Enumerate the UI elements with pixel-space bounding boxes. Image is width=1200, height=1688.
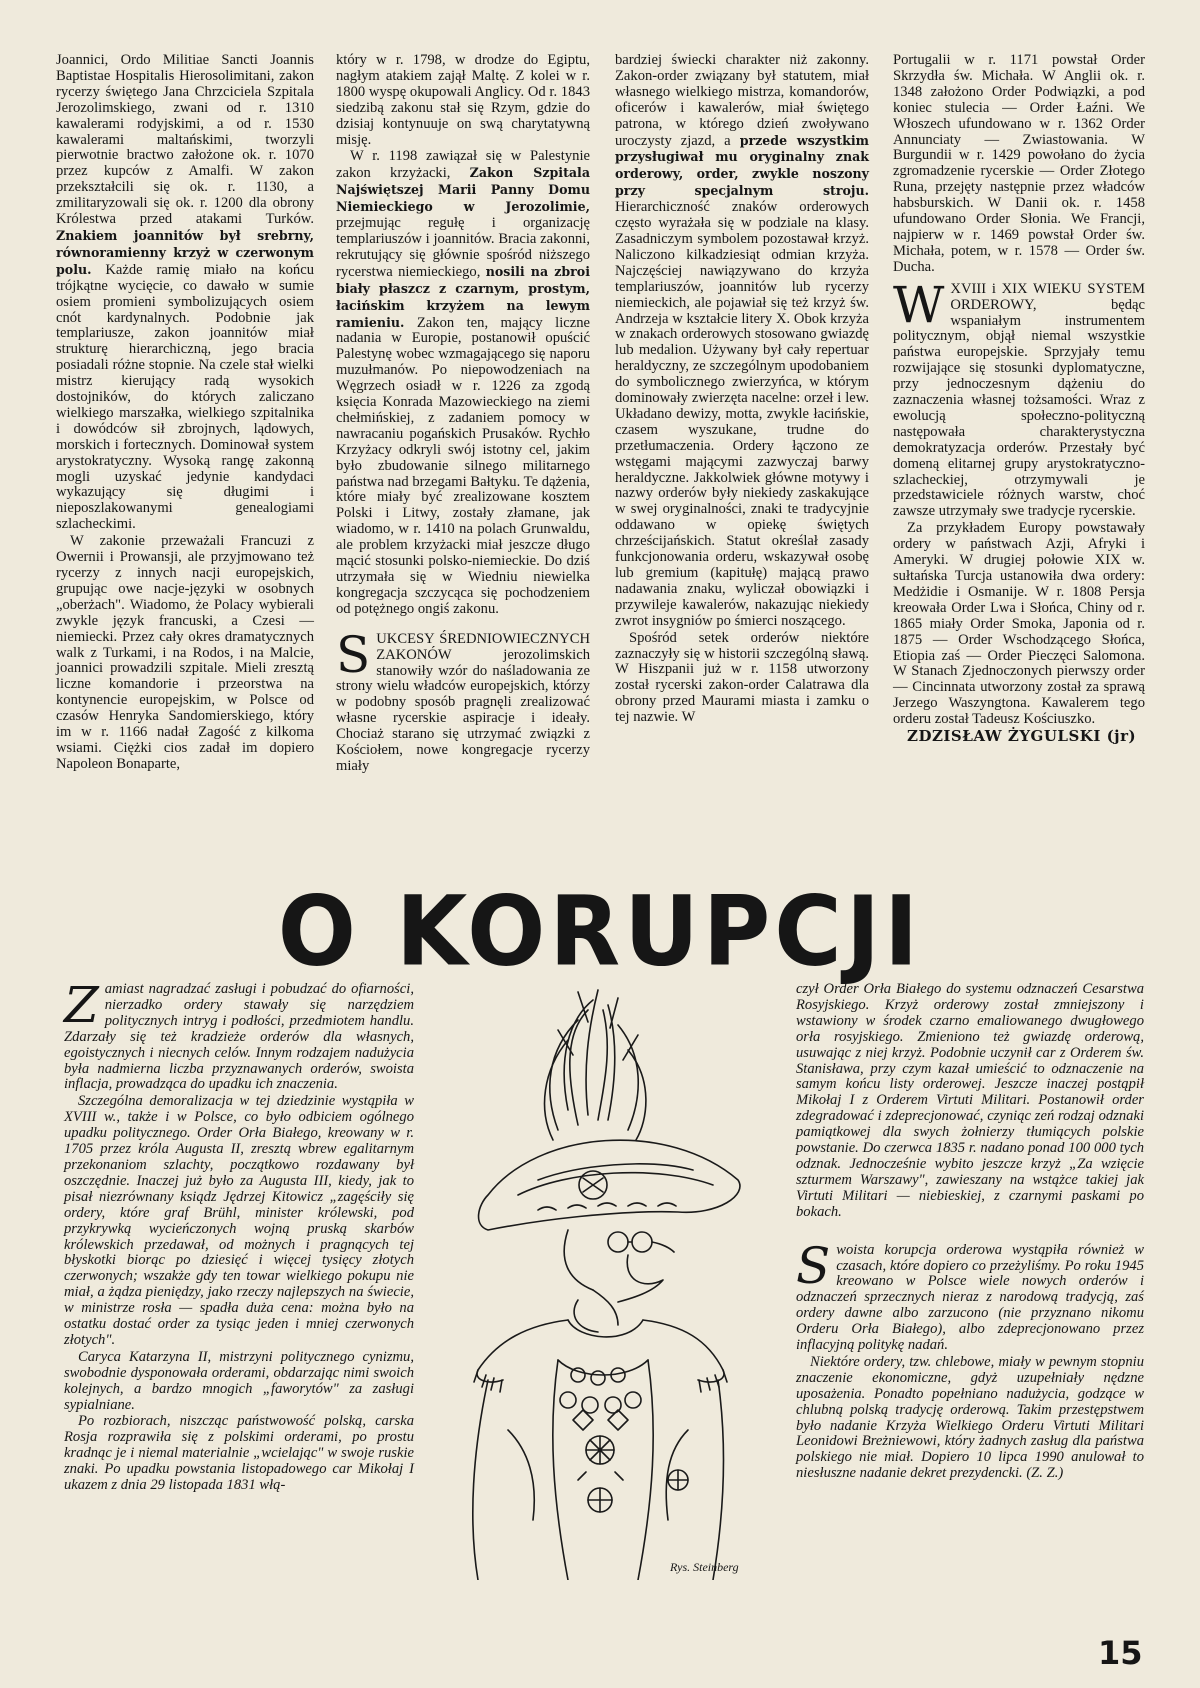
paragraph: Za przykładem Europy powstawały ordery w państwach Azji, Afryki i Ameryki. W drugiej połowie XIX w. sułtańska Turcja ustanowiła dwa ordery: Medżidie i Osmanije. W r. 1808 Persja kreowała Order Lwa i Słońca, Chiny od r. 1865 miały Order Smoka, Japonia od r. 1875 — Order Wschodzącego Słońca, Etiopia zaś — Order Pieczęci Salomona. W Stanach Zjednoczonych pierwszy order — Cincinnata utworzony został za sprawą Jerzego Waszyngtona. Kawalerem tego orderu został Tadeusz Kościuszko. [893, 520, 1145, 728]
paragraph [893, 275, 1145, 521]
text-run: woista korupcja orderowa wystąpiła również w czasach, które dopiero co przeżyliśmy. Po roku 1945 kreowano w Polsce wiele nowych orderów i odznaczeń sprzecznych nieraz z narodową tradycją, zaś ordery dawne albo zarzucono (nie przyznano nikomu Orderu Orła Białego), albo zdeprecjonowano przez inflacyjną politykę nadań. [796, 1241, 1144, 1354]
lower-column-left [64, 976, 414, 1495]
text-run: amiast nagradzać zasługi i pobudzać do ofiarności, nierzadko ordery stawały się narzędziem politycznych intryg i podłości, przedmiotem handlu. Zdarzały się też kradzieże orderów dla własnych, egoistycznych i niecnych celów. Innym rodzajem nadużycia była nadmierna liczba przyznawanych orderów, swoista inflacja, prowadząca do upadku ich znaczenia. [64, 981, 414, 1093]
bold-run: nosili na zbroi biały płaszcz z czarnym, prostym, łacińskim krzyżem na lewym ramieniu. [336, 263, 590, 330]
paragraph [796, 1236, 1144, 1354]
page-number: 15 [1098, 1634, 1143, 1672]
bold-run: przede wszystkim przysługiwał mu oryginalny znak orderowy, order, zwykle noszony przy specjalnym stroju. [615, 132, 869, 199]
text-run: przejmując regułę i organizację templariuszów i joannitów. Bracia zakonni, rekrutujący się głównie spośród niższego rycerstwa niemieckiego, [336, 215, 590, 280]
text-run: bardziej świecki charakter niż zakonny. Zakon-order związany był statutem, miał własnego wielkiego mistrza, komandorów, oficerów i kawalerów, miał świętego patrona, w którego dzień zwoływano uroczysty zjazd, a [615, 52, 869, 149]
illustration-caption: Rys. Steinberg [670, 1560, 739, 1574]
face [564, 1230, 674, 1332]
caricature-officer-icon [418, 980, 778, 1580]
drop-cap: S [796, 1236, 831, 1295]
drop-cap: W [893, 275, 945, 334]
upper-column-2 [336, 53, 590, 776]
paragraph [336, 625, 590, 775]
paragraph: Po rozbiorach, niszcząc państwowość polską, carska Rosja rozprawiła się z polskimi orderami, po prostu kradnąc je i niemal materialnie „wcielając" w swoje ruskie znaki. Po upadku powstania listopadowego car Mikołaj I ukazem z dnia 29 listopada 1831 włą- [64, 1413, 414, 1494]
author-signature: ZDZISŁAW ŻYGULSKI (jr) [907, 727, 1137, 746]
drop-cap: Z [64, 976, 99, 1034]
medals [560, 1368, 688, 1512]
text-run: Zakon ten, mający liczne nadania w Europie, postanowił opuścić Palestynę wobec wzmagającego się naporu muzułmanów. Po niepowodzeniach na Węgrzech osiadł w r. 1226 za zgodą księcia Konrada Mazowieckiego na ziemi chełmińskiej, z zadaniem pomocy w nawracaniu pogańskich Prusaków. Rychło Krzyżacy odkryli swój istotny cel, jakim było zbudowanie silnego militarnego państwa nad brzegami Bałtyku. Te dążenia, które miały być zrealizowane kosztem Polski i Litwy, zostały złamane, jak wiadomo, w r. 1410 na polach Grunwaldu, ale problem krzyżacki miał jeszcze długo mącić stosunki polsko-niemieckie. Do dziś utrzymała się w Wiedniu niewielka kongregacja szczycąca się pochodzeniem od potężnego ongiś zakonu. [336, 314, 590, 617]
drop-cap: S [336, 625, 371, 684]
headline: O KORUPCJI [277, 875, 923, 988]
paragraph [56, 53, 314, 533]
paragraph: W zakonie przeważali Francuzi z Owernii i Prowansji, ale przyjmowano też rycerzy z innych nacji europejskich, grupując owe nacje-języki w osobnych „oberżach". Wiadomo, że Polacy wybierali zwykle język francuski, a Czesi — niemiecki. Przez cały okres dramatycznych walk z Turkami, i na Rodos, i na Malcie, joannici prowadzili szpitale. Mieli zresztą liczne komandorie i przeorstwa na kontynencie europejskim, w Polsce od czasów Henryka Sandomierskiego, który im w r. 1166 nadał Zagość z kilkoma wsiami. Ciężki cios zadał im dopiero Napoleon Bonaparte, [56, 533, 314, 772]
paragraph: Caryca Katarzyna II, mistrzyni politycznego cynizmu, swobodnie dysponowała orderami, obdarzając nimi swoich kolejnych, a bardzo mnogich „faworytów" za zasługi sypialniane. [64, 1348, 414, 1413]
upper-column-4 [893, 53, 1145, 746]
paragraph [615, 53, 869, 630]
bold-run: Zakon Szpitala Najświętszej Marii Panny Domu Niemieckiego w Jerozolimie, [336, 165, 591, 215]
lower-column-right [796, 982, 1144, 1483]
paragraph: czył Order Orła Białego do systemu odznaczeń Cesarstwa Rosyjskiego. Krzyż orderowy został zmniejszony i wstawiony w środek czarno emaliowanego dwugłowego orła rosyjskiego. Zmieniono też gwiazdę orderową, usuwając z niej krzyż. Podobnie uczynił car z Orderem św. Stanisława, przy czym kazał umieścić to odznaczenie na samym końcu listy orderowej. Jeszcze inaczej postąpił Mikołaj I z Orderem Virtuti Militari. Postanowił order zdegradować i zdeprecjonować, czyniąc zeń rodzaj odznaki pamiątkowej dla swych żołnierzy tłumiących polskie powstanie. Do czerwca 1835 r. nadano ponad 100 000 tych odznak. Jednocześnie wybito jeszcze krzyż „Za wzięcie szturmem Warszawy", zawieszany na wstążce takiej jak Virtuti Militari — niebieskiej, z czarnymi paskami po bokach. [796, 981, 1144, 1220]
upper-column-3 [615, 53, 869, 727]
paragraph: Portugalii w r. 1171 powstał Order Skrzydła św. Michała. W Anglii ok. r. 1348 założono Order Podwiązki, a pod koniec stulecia — Order Łaźni. We Włoszech ufundowano w r. 1362 Order Annunciaty — Zwiastowania. W Burgundii w r. 1429 powołano do życia zgromadzenie rycerskie — Order Złotego Runa, przejęty następnie przez władców habsburskich. W Danii ok. r. 1458 ufundowano Order Słonia. We Francji, najpierw w r. 1469 powstał Order św. Michała, potem, w r. 1578 — Order św. Ducha. [893, 52, 1145, 275]
paragraph [336, 149, 590, 617]
hat [479, 1140, 740, 1230]
paragraph [64, 976, 414, 1093]
plume [545, 990, 646, 1140]
text-run: Każde ramię miało na końcu trójkątne wycięcie, co dawało w sumie osiem promieni symbolizujących osiem cnót kardynalnych. Podobnie jak templariusze, zakon joannitów miał strukturę hierarchiczną, jego bracia posiadali różne stopnie. Na czele stał wielki mistrz kierujący radą wysokich dostojników, do których zaliczano wielkiego marszałka, wielkiego szpitalnika i dowódców sił zbrojnych, lądowych, morskich i fortecznych. Dominował system arystokratyczny. Wysoką rangę zakonną mogli uzyskać jedynie kandydaci wykazujący się długimi i nieposzlakowanymi genealogiami szlacheckimi. [56, 261, 314, 533]
bold-run: Znakiem joannitów był srebrny, równoramienny krzyż w czerwonym polu. [56, 227, 314, 277]
text-run: Hierarchiczność znaków orderowych często wyrażała się w podziale na klasy. Zasadniczym symbolem pozostawał krzyż. Naliczono kilkadziesiąt odmian krzyża. Najczęściej nawiązywano do krzyża templariuszów, joannitów lub rycerzy niemieckich, ale pojawiał się też krzyż św. Andrzeja w kształcie litery X. Obok krzyża w znakach orderowych stosowano gwiazdę lub medalion. Używany był cały repertuar heraldyczny, ze szczególnym upodobaniem do symbolicznego zwierzyńca, w którym dominowały zwierzęta nacelne: orzeł i lew. Układano dewizy, motta, zwykle łacińskie, czasem wyszukane, trudne do przetłumaczenia. Ordery łączono ze wstęgami mającymi zazwyczaj barwy heraldyczne. Jakkolwiek główne motywy i nazwy orderów były niekiedy zaskakujące w swej oryginalności, znaki te tradycyjnie oddawano w opiekę świętych chrześcijańskich. Statut określał zasady funkcjonowania orderu, wskazywał osobę lub gremium (kapitułę) mającą prawo nadawania znaku, wyliczał obowiązki i przywileje kawalerów, nakazując niekiedy zwrot insygniów po śmierci noszącego. [615, 199, 869, 629]
upper-column-1 [56, 53, 314, 774]
text-run: XVIII i XIX WIEKU SYSTEM ORDEROWY, będąc wspaniałym instrumentem politycznym, objął niemal wszystkie państwa europejskie. Sprzyjały temu rozwijające się stosunki dyplomatyczne, przy jednoczesnym dążeniu do zaznaczenia własnej tożsamości. Wraz z ewolucją społeczno-polityczną następowała charakterystyczna demokratyzacja orderów. Przestały być domeną elitarnej grupy arystokratyczno-szlacheckiej, otrzymywali je przedstawiciele różnych warstw, choć zawsze utrzymały swe tradycje rycerskie. [893, 280, 1145, 520]
text-run: Joannici, Ordo Militiae Sancti Joannis Baptistae Hospitalis Hierosolimitani, zakon rycerzy świętego Jana Chrzciciela Szpitala Jerozolimskiego, zwani od r. 1310 kawalerami rodyjskimi, a od r. 1530 kawalerami maltańskimi, tworzyli pierwotnie bractwo założone ok. r. 1070 przez kupców z Amalfi. W zakon przekształcili się ok. r. 1130, a zmilitaryzowali się ok. r. 1200 dla obrony Królestwa przed atakami Turków. [56, 52, 314, 228]
text-run: UKCESY ŚREDNIOWIECZNYCH ZAKONÓW jerozolimskich stanowiły wzór do naśladowania ze strony wielu władców europejskich, którzy w podobny sposób pragnęli zrealizować własne rycerskie aspiracje i ideały. Chociaż starano się utrzymać związki z Kościołem, nowe kongregacje rycerzy miały [336, 630, 590, 774]
text-run: W r. 1198 zawiązał się w Palestynie zakon krzyżacki, [336, 148, 590, 182]
paragraph: Szczególna demoralizacja w tej dziedzinie wystąpiła w XVIII w., także i w Polsce, co było odbiciem ogólnego upadku politycznego. Order Orła Białego, kreowany w r. 1705 przez króla Augusta II, zresztą wbrew egalitarnym przekonaniom szlachty, początkowo rozdawany był oszczędnie. Inaczej już było za Augusta III, kiedy, jak to pisał niezrównany ksiądz Jędrzej Kitowicz „zagęściły się ordery, które graf Brühl, minister królewski, pod przykrywką wycieńczonych wojną pruską skarbów królewskich przedawał, od możnych i pragnących tej błyskotki biorąc po dziesięć i więcej tysięcy złotych czerwonych; wszakże gdy ten towar wielkiego pokupu nie miał, a żądza pieniędzy, jako rzeczy najlepszych na świecie, w ministrze rosła — spadła duża cena: można było na ostatku dostać order za tysiąc jeden i mniej czerwonych złotych". [64, 1093, 414, 1348]
paragraph: który w r. 1798, w drodze do Egiptu, nagłym atakiem zajął Maltę. Z kolei w r. 1800 wyspę okupowali Anglicy. Od r. 1843 siedzibą zakonu stał się Rzym, gdzie do dzisiaj kontynuuje on swą charytatywną misję. [336, 52, 590, 148]
paragraph: Niektóre ordery, tzw. chlebowe, miały w pewnym stopniu znaczenie ekonomiczne, gdyż uzupełniały nędzne uposażenia. Ponadto popełniano nadużycia, godzące w chlubną polską tradycję orderową. Takim przestępstwem było nadanie Krzyża Wielkiego Orderu Virtuti Militari Leonidowi Breżniewowi, który żadnych zasług dla państwa polskiego nie miał. Dopiero 10 lipca 1990 anulował to niesłuszne nadanie dekret prezydencki. (Z. Z.) [796, 1353, 1144, 1482]
paragraph: Spośród setek orderów niektóre zaznaczyły się w historii szczególną sławą. W Hiszpanii już w r. 1158 utworzony został rycerski zakon-order Calatrawa dla obrony przed Maurami miasta i zamku o tej nazwie. W [615, 629, 869, 726]
